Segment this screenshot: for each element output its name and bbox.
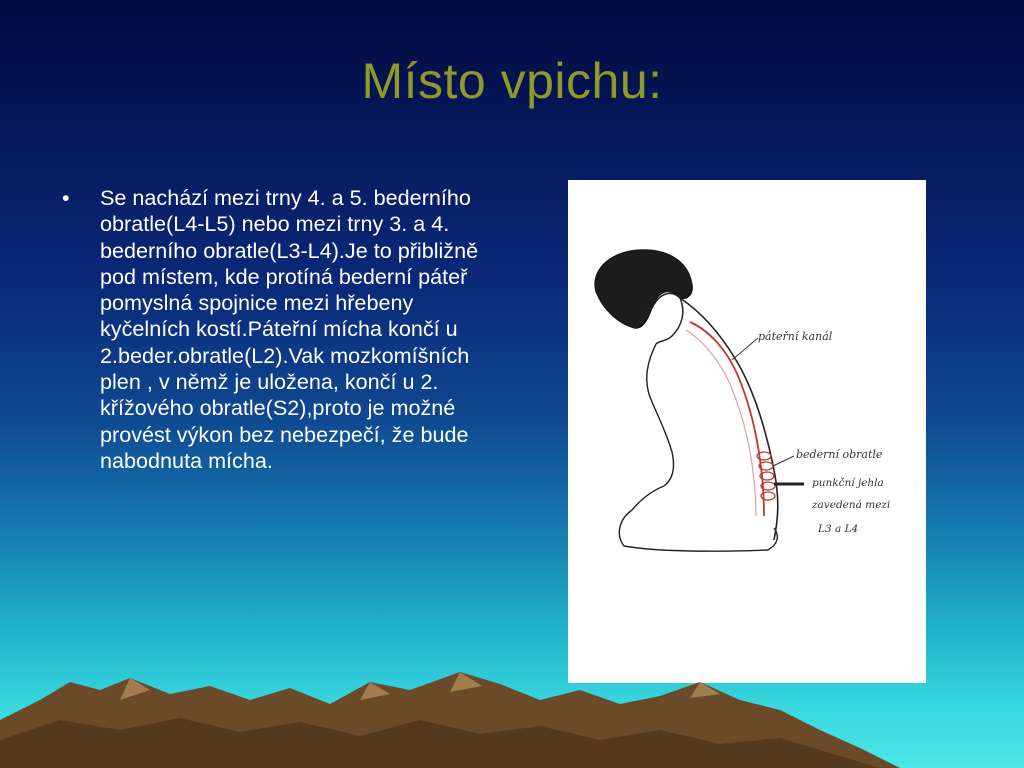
- label-needle-3: L3 a L4: [818, 523, 859, 535]
- label-needle-1: punkční jehla: [812, 477, 884, 489]
- spinal-canal: [690, 322, 764, 516]
- leg-outline: [619, 510, 777, 551]
- illustration-drawing: [568, 180, 926, 683]
- label-lumbar-vertebrae: bederní obratle: [796, 448, 883, 461]
- slide-title: Místo vpichu:: [361, 53, 663, 109]
- arm-outline: [632, 486, 664, 510]
- label-needle-2: zavedená mezi: [812, 499, 891, 511]
- pointer-line-vertebrae: [773, 456, 794, 466]
- label-spinal-canal: páteřní kanál: [758, 330, 833, 343]
- pointer-line-canal: [732, 338, 758, 360]
- mountain-decoration: [0, 660, 1024, 768]
- bullet-list: [62, 185, 507, 474]
- bullet-marker: •: [62, 185, 70, 210]
- chest-outline: [647, 344, 674, 486]
- spinal-canal-inner: [686, 330, 756, 516]
- spine-illustration: [568, 180, 926, 683]
- bullet-text: Se nachází mezi trny 4. a 5. bederního obratle(L4-L5) nebo mezi trny 3. a 4. bederního obratle(L3-L4).Je to přibližně pod místem, kde protíná bederní páteř pomyslná spojnice mezi hřebeny kyčelních kostí.Páteřní mícha končí u 2.beder.obratle(L2).Vak mozkomíšních plen , v němž je uložena, končí u 2. křížového obratle(S2),proto je možné provést výkon bez nebezpečí, že bude nabodnuta mícha.: [100, 185, 479, 473]
